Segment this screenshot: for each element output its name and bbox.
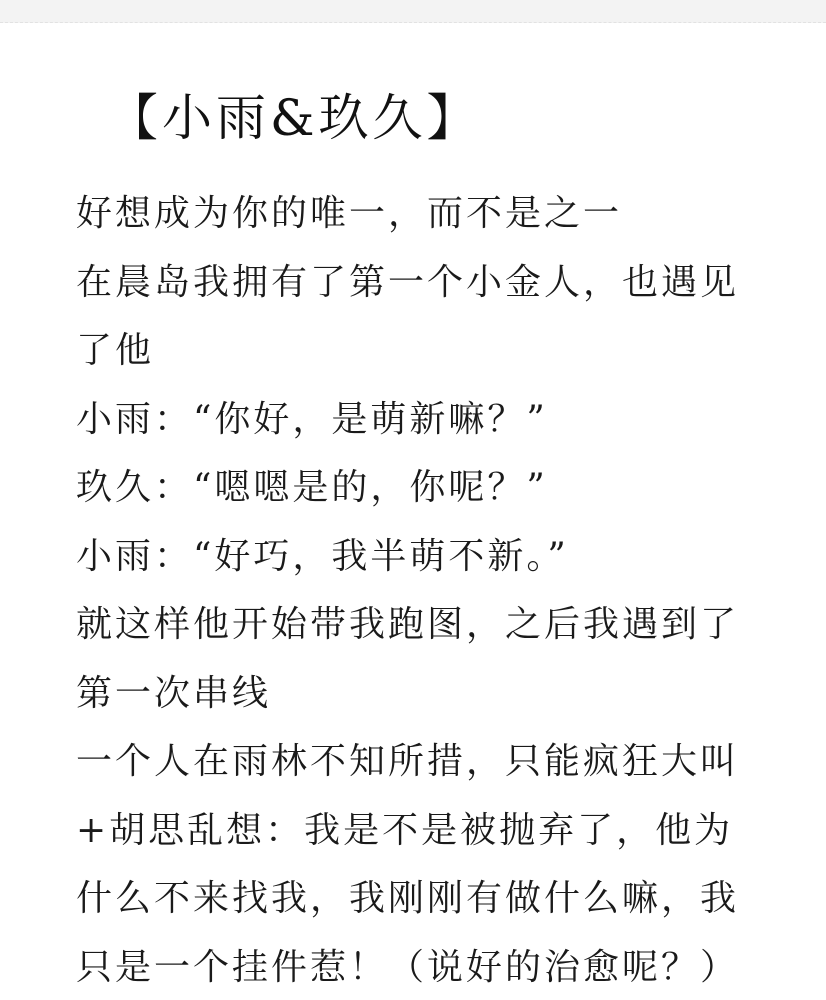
text-line: 就这样他开始带我跑图，之后我遇到了	[76, 604, 740, 645]
text-line: 第一次串线	[76, 672, 272, 714]
text-line: 只是一个挂件惹！（说好的治愈呢？）	[76, 946, 740, 988]
text-line: 小雨：“你好，是萌新嘛？”	[76, 398, 548, 440]
top-strip	[0, 0, 826, 23]
text-line: 一个人在雨林不知所措，只能疯狂大叫	[76, 741, 740, 782]
text-line: 好想成为你的唯一，而不是之一	[76, 193, 623, 234]
text-line: 什么不来找我，我刚刚有做什么嘛，我	[76, 878, 740, 919]
text-line: 小雨：“好巧，我半萌不新。”	[76, 535, 569, 577]
story-text	[76, 180, 766, 1000]
text-line: 在晨岛我拥有了第一个小金人，也遇见	[76, 261, 740, 303]
text-line: 玖久：“嗯嗯是的，你呢？”	[76, 467, 548, 508]
text-line: +胡思乱想：我是不是被抛弃了，他为	[76, 809, 734, 851]
text-line: 了他	[76, 330, 155, 371]
page-title: 【小雨&玖久】	[108, 89, 481, 147]
